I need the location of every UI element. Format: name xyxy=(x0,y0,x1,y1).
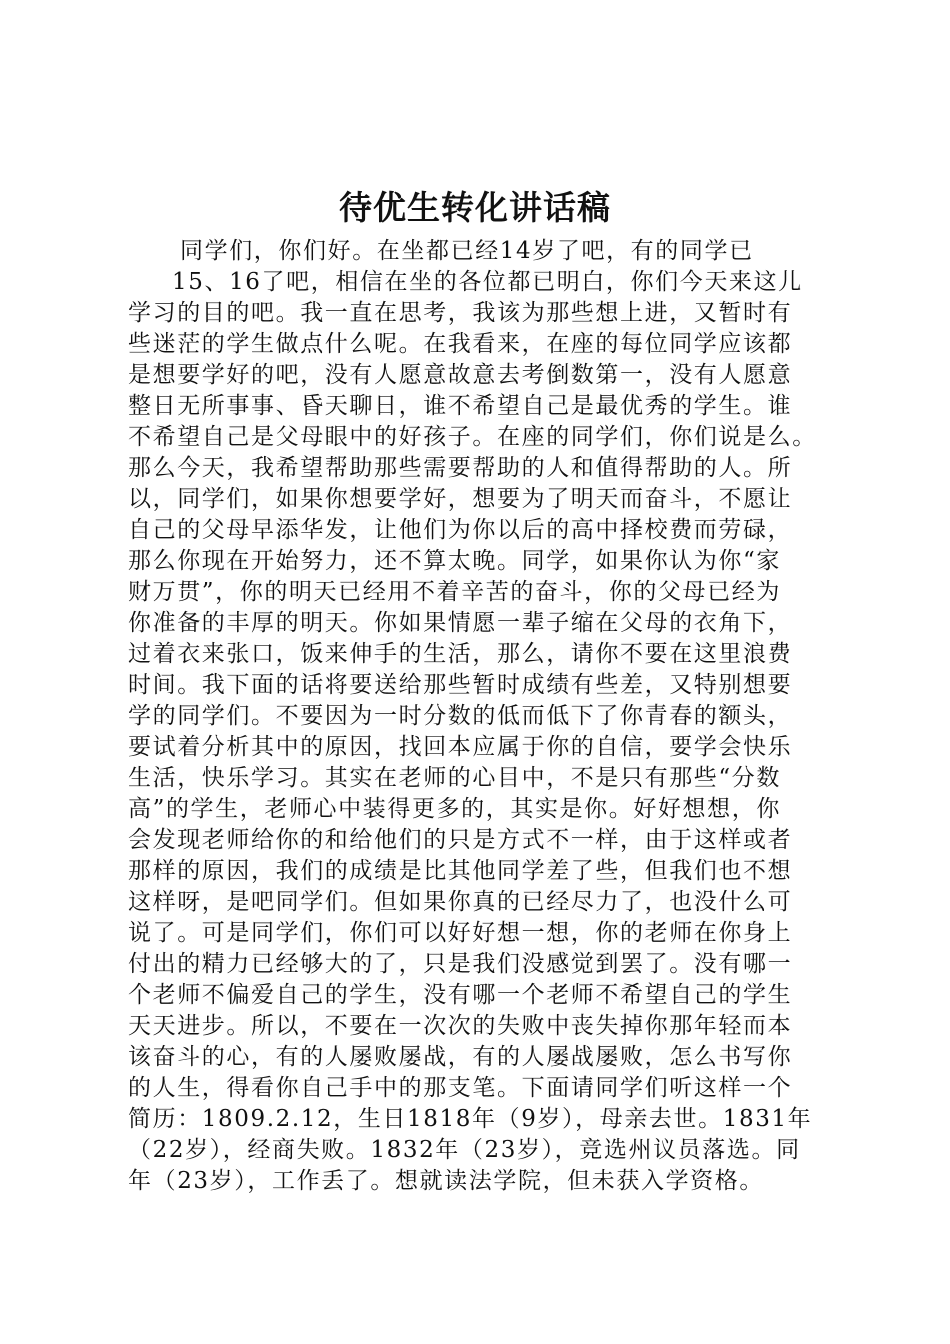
body-line: 时间。我下面的话将要送给那些暂时成绩有些差，又特别想要 xyxy=(128,672,793,698)
body-line: 财万贯”，你的明天已经用不着辛苦的奋斗，你的父母已经为 xyxy=(128,579,781,605)
body-line: 以，同学们，如果你想要学好，想要为了明天而奋斗，不愿让 xyxy=(128,486,793,512)
body-line: 学的同学们。不要因为一时分数的低而低下了你青春的额头， xyxy=(128,703,793,729)
body-line: 个老师不偏爱自己的学生，没有哪一个老师不希望自己的学生 xyxy=(128,982,793,1008)
body-line: 整日无所事事、昏天聊日，谁不希望自己是最优秀的学生。谁 xyxy=(128,393,793,419)
body-line: 你准备的丰厚的明天。你如果情愿一辈子缩在父母的衣角下， xyxy=(128,610,793,636)
body-line: 的人生，得看你自己手中的那支笔。下面请同学们听这样一个 xyxy=(128,1075,793,1101)
body-line: 自己的父母早添华发，让他们为你以后的高中择校费而劳碌， xyxy=(128,517,793,543)
document-title: 待优生转化讲话稿 xyxy=(339,188,611,227)
body-line: 是想要学好的吧，没有人愿意故意去考倒数第一，没有人愿意 xyxy=(128,362,793,388)
body-line: 学习的目的吧。我一直在思考，我该为那些想上进，又暂时有 xyxy=(128,300,793,326)
body-line: 那样的原因，我们的成绩是比其他同学差了些，但我们也不想 xyxy=(128,858,793,884)
body-line: 年（23岁），工作丢了。想就读法学院，但未获入学资格。 xyxy=(128,1168,764,1194)
body-line: 说了。可是同学们，你们可以好好想一想，你的老师在你身上 xyxy=(128,920,793,946)
body-line: 要试着分析其中的原因，找回本应属于你的自信，要学会快乐 xyxy=(128,734,793,760)
body-line: 那么你现在开始努力，还不算太晚。同学，如果你认为你“家 xyxy=(128,548,781,574)
body-line: 生活，快乐学习。其实在老师的心目中，不是只有那些“分数 xyxy=(128,765,781,791)
document-body xyxy=(128,236,848,1197)
body-line: 不希望自己是父母眼中的好孩子。在座的同学们，你们说是么。 xyxy=(128,424,817,450)
body-line: 那么今天，我希望帮助那些需要帮助的人和值得帮助的人。所 xyxy=(128,455,793,481)
body-line: 简历：1809.2.12，生日1818年（9岁），母亲去世。1831年 xyxy=(128,1106,813,1132)
body-line: 15、16了吧，相信在坐的各位都已明白，你们今天来这儿 xyxy=(172,269,803,295)
body-line: 该奋斗的心，有的人屡败屡战，有的人屡战屡败，怎么书写你 xyxy=(128,1044,793,1070)
body-line: 同学们，你们好。在坐都已经14岁了吧，有的同学已 xyxy=(180,238,754,264)
body-line: 些迷茫的学生做点什么呢。在我看来，在座的每位同学应该都 xyxy=(128,331,793,357)
body-line: 会发现老师给你的和给他们的只是方式不一样，由于这样或者 xyxy=(128,827,793,853)
body-line: 付出的精力已经够大的了，只是我们没感觉到罢了。没有哪一 xyxy=(128,951,793,977)
body-line: 高”的学生，老师心中装得更多的，其实是你。好好想想，你 xyxy=(128,796,781,822)
body-line: 过着衣来张口，饭来伸手的生活，那么，请你不要在这里浪费 xyxy=(128,641,793,667)
body-line: 天天进步。所以，不要在一次次的失败中丧失掉你那年轻而本 xyxy=(128,1013,793,1039)
body-line: （22岁），经商失败。1832年（23岁），竞选州议员落选。同 xyxy=(128,1137,801,1163)
body-line: 这样呀，是吧同学们。但如果你真的已经尽力了，也没什么可 xyxy=(128,889,793,915)
